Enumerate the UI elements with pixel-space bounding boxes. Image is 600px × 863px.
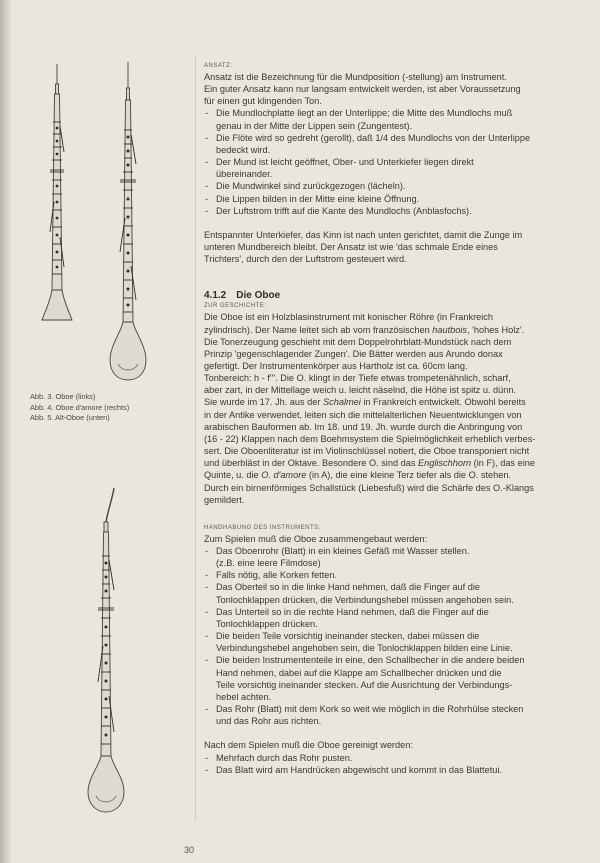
history-line: Sie wurde im 17. Jh. aus der Schalmei in Frankreich entwickelt. Obwohl bereits [204,397,526,408]
ansatz-outro-line: unteren Mundbereich bleibt. Der Ansatz ist wie 'das schmale Ende eines [204,242,498,253]
history-line: Durch ein birnenförmiges Schallstück (Liebesfuß) wird die Schärfe des O.-Klangs [204,482,534,493]
alt-oboe-drawing-icon [74,486,138,816]
history-line: aber zart, in der Mittellage weich u. leicht näselnd, die Höhe ist spitz u. dünn. [204,385,517,396]
assembly-list [204,545,588,727]
history-line: arabischen Bauformen ab. Im 18. und 19. Jh. wurde durch die Anbringung von [204,421,523,432]
handhabung-intro: Zum Spielen muß die Oboe zusammengebaut werden: [204,533,428,544]
list-item: - Die Flöte wird so gedreht (gerollt), daß 1/4 des Mundlochs von der Unterlippe bedeckt wird. [204,132,588,156]
list-item: - Die beiden Instrumententeile in eine, den Schallbecher in die andere beiden Hand nehmen, dabei auf die Klappe am Schallbecher drücken und die Teile vorsichtig ineinander stecken. Auf die Ausrichtung der Verbindungs- hebel achten. [204,654,588,703]
cleaning-intro: Nach dem Spielen muß die Oboe gereinigt werden: [204,740,413,751]
history-line: Prinzip 'gegenschlagender Zungen'. Die Bätter werden aus Arundo donax [204,348,503,359]
history-label: ZUR GESCHICHTE: [204,303,267,310]
history-line: Die Tonerzeugung geschieht mit dem Doppelrohrblatt-Mundstück nach dem [204,336,512,347]
oboe-drawing-icon [34,62,80,324]
history-line: (16 - 22) Klappen nach dem Boehmsystem die Spielmöglichkeit erheblich verbes- [204,433,536,444]
ansatz-label: ANSATZ: [204,63,233,69]
ansatz-intro-line: Ansatz ist die Bezeichnung für die Mundposition (-stellung) am Instrument. [204,72,507,82]
history-line: Quinte, u. die O. d'amore (in A), die eine kleine Terz tiefer als die O. stehen. [204,470,511,481]
caption-abb-4: Abb. 4. Oboe d'amore (rechts) [30,402,130,412]
history-line: zylindrisch). Der Name leitet sich ab vom französischen hautbois, 'hohes Holz'. [204,324,525,335]
ansatz-outro-line: Trichters', durch den der Luftstrom gesteuert wird. [204,254,407,265]
history-line: Tonbereich: h - f'''. Die O. klingt in der Tiefe etwas trompetenähnlich, scharf, [204,373,511,384]
cleaning-list [204,752,588,776]
history-line: gemildert. [204,494,245,505]
figure-captions [30,392,190,424]
ansatz-intro-line: Ein guter Ansatz kann nur langsam entwickelt werden, ist aber Voraussetzung [204,84,521,95]
list-item: - Das Blatt wird am Handrücken abgewischt und kommt in das Blattetui. [204,764,588,776]
page-binding-shadow [0,0,12,863]
section-heading-oboe: 4.1.2 Die Oboe [204,290,281,302]
list-item: - Die Mundlochplatte liegt an der Unterlippe; die Mitte des Mundlochs muß genau in der Mitte der Lippen sein (Zungentest). [204,107,588,131]
list-item: - Das Rohr (Blatt) mit dem Kork so weit wie möglich in die Rohrhülse stecken und das Rohr aus richten. [204,703,588,727]
oboe-damore-drawing-icon [104,60,152,382]
history-text [204,311,588,506]
list-item: - Falls nötig, alle Korken fetten. [204,569,588,581]
list-item: - Das Oboenrohr (Blatt) in ein kleines Gefäß mit Wasser stellen. (z.B. eine leere Filmdose) [204,545,588,569]
list-item: - Der Mund ist leicht geöffnet, Ober- und Unterkiefer liegen direkt übereinander. [204,156,588,180]
ansatz-outro-line: Entspannter Unterkiefer, das Kinn ist nach unten gerichtet, damit die Zunge im [204,229,523,240]
list-item: - Die Mundwinkel sind zurückgezogen (lächeln). [204,180,588,192]
history-line: und überbläst in der Oktave. Besondere O. sind das Englischhorn (in F), das eine [204,458,535,469]
ansatz-intro-line: für einen gut klingenden Ton. [204,96,322,107]
handhabung-label: HANDHABUNG DES INSTRUMENTS: [204,524,321,531]
list-item: - Die beiden Teile vorsichtig ineinander stecken, dabei müssen die Verbindungshebel angehoben sein, die Tonlochklappen bilden eine Linie. [204,630,588,654]
history-line: in der Antike verwendet, leiten sich die mittelalterlichen Neuentwicklungen von [204,409,522,420]
page-number: 30 [184,845,195,855]
list-item: - Das Oberteil so in die linke Hand nehmen, daß die Finger auf die Tonlochklappen drücken, die Verbindungshebel müssen angehoben sein. [204,581,588,605]
caption-abb-5: Abb. 5. Alt-Oboe (unten) [30,413,110,422]
history-line: gefertigt. Der Instrumentenkörper aus Hartholz ist ca. 60cm lang. [204,360,468,371]
history-line: Die Oboe ist ein Holzblasinstrument mit konischer Röhre (in Frankreich [204,312,494,323]
list-item: - Mehrfach durch das Rohr pusten. [204,752,588,764]
text-column [204,62,588,776]
list-item: - Die Lippen bilden in der Mitte eine kleine Öffnung. [204,193,588,205]
ansatz-list [204,107,588,216]
caption-abb-3: Abb. 3. Oboe (links) [30,392,96,401]
list-item: - Der Luftstrom trifft auf die Kante des Mundlochs (Anblasfochs). [204,205,588,217]
column-divider [195,55,196,820]
list-item: - Das Unterteil so in die rechte Hand nehmen, daß die Finger auf die Tonlochklappen drücken. [204,606,588,630]
history-line: sert. Die Oboenliteratur ist im Violinschlüssel notiert, die Oboe transponiert nicht [204,446,530,457]
